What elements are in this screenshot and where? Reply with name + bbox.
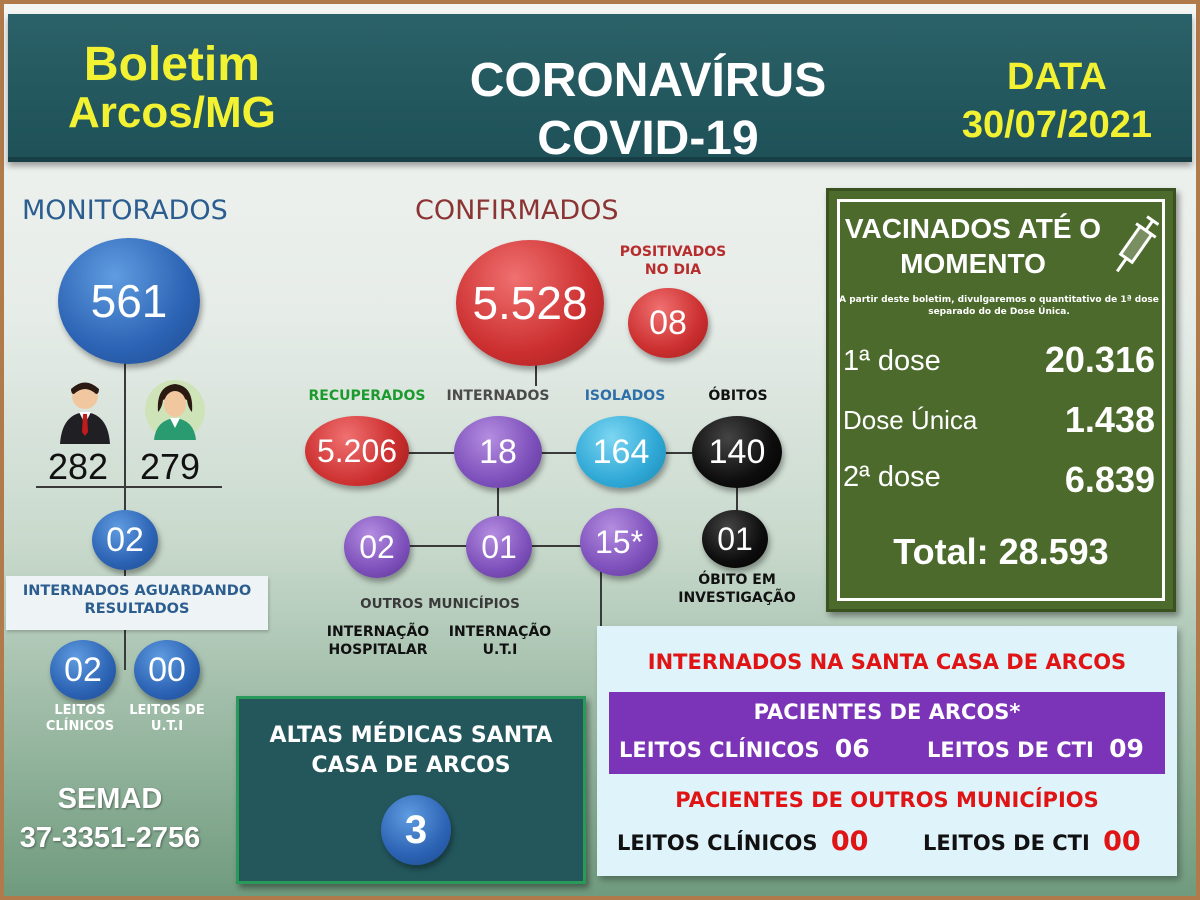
date-value: 30/07/2021 bbox=[961, 103, 1152, 146]
internados-circle: 18 bbox=[454, 416, 542, 488]
arcos-cti-value: 09 bbox=[1109, 734, 1144, 763]
leitos-uti-circle: 00 bbox=[134, 640, 200, 700]
dose2-row bbox=[843, 459, 1155, 503]
positivados-circle: 08 bbox=[628, 288, 708, 358]
org-name: SEMAD bbox=[57, 783, 163, 815]
internacao-uti-label: INTERNAÇÃO U.T.I bbox=[448, 624, 552, 658]
dose1-value: 20.316 bbox=[1044, 339, 1155, 380]
syringe-icon bbox=[1111, 213, 1159, 279]
leitos-clinicos-label: LEITOS CLÍNICOS bbox=[45, 703, 115, 735]
female-person-icon bbox=[144, 378, 206, 442]
outros-cti-row bbox=[923, 826, 1141, 857]
internacao-hospitalar-label: INTERNAÇÃO HOSPITALAR bbox=[326, 624, 430, 658]
female-count: 279 bbox=[140, 446, 201, 487]
footer-contact bbox=[0, 780, 220, 858]
vaccinated-title: VACINADOS ATÉ O MOMENTO bbox=[844, 213, 1102, 279]
awaiting-results-circle: 02 bbox=[92, 510, 158, 570]
outros-clinicos-label: LEITOS CLÍNICOS bbox=[617, 831, 818, 855]
arcos-patients-title: PACIENTES DE ARCOS* bbox=[753, 700, 1021, 724]
dose2-value: 6.839 bbox=[1064, 459, 1155, 500]
dose-unica-row bbox=[843, 399, 1155, 443]
recuperados-label: RECUPERADOS bbox=[308, 388, 426, 404]
discharges-circle: 3 bbox=[381, 795, 451, 865]
discharges-title: ALTAS MÉDICAS SANTA CASA DE ARCOS bbox=[269, 723, 553, 778]
dose-unica-value: 1.438 bbox=[1064, 399, 1155, 440]
dose-unica-label: Dose Única bbox=[843, 405, 978, 435]
bulletin-title bbox=[68, 40, 276, 137]
obito-investigacao-label: ÓBITO EM INVESTIGAÇÃO bbox=[678, 572, 796, 606]
outros-municipios-circle: 02 bbox=[344, 516, 410, 578]
arcos-clinicos-row bbox=[619, 734, 870, 763]
date-block bbox=[962, 54, 1152, 149]
internados-label: INTERNADOS bbox=[446, 388, 550, 404]
vaccinated-total: Total: 28.593 bbox=[893, 531, 1109, 572]
other-patients-title: PACIENTES DE OUTROS MUNICÍPIOS bbox=[675, 788, 1099, 812]
recuperados-circle: 5.206 bbox=[305, 416, 409, 486]
arcos-clinicos-label: LEITOS CLÍNICOS bbox=[619, 738, 820, 762]
internacao-hospitalar-circle: 15* bbox=[580, 508, 658, 576]
isolados-label: ISOLADOS bbox=[584, 388, 666, 404]
obito-investigacao-circle: 01 bbox=[702, 510, 768, 568]
outros-cti-value: 00 bbox=[1103, 826, 1141, 857]
vaccinated-panel bbox=[826, 188, 1176, 612]
awaiting-label: INTERNADOS AGUARDANDO RESULTADOS bbox=[22, 583, 252, 618]
obitos-label: ÓBITOS bbox=[708, 388, 768, 404]
city-label: Arcos/MG bbox=[68, 88, 276, 138]
isolados-circle: 164 bbox=[576, 416, 666, 488]
discharges-panel bbox=[236, 696, 586, 884]
outros-clinicos-row bbox=[617, 826, 868, 857]
disease-title-line1: CORONAVÍRUS bbox=[469, 54, 827, 107]
dose2-label: 2ª dose bbox=[843, 461, 941, 493]
hospital-panel bbox=[597, 626, 1177, 876]
disease-title bbox=[408, 52, 888, 167]
arcos-clinicos-value: 06 bbox=[834, 734, 870, 763]
header-banner bbox=[8, 14, 1192, 165]
outros-cti-label: LEITOS DE CTI bbox=[923, 831, 1090, 855]
monitorados-total-circle: 561 bbox=[58, 238, 200, 364]
outros-clinicos-value: 00 bbox=[830, 826, 869, 857]
internacao-uti-circle: 01 bbox=[466, 516, 532, 578]
connector-line bbox=[400, 452, 740, 454]
male-count: 282 bbox=[48, 446, 109, 487]
arcos-patients-box bbox=[609, 692, 1165, 774]
arcos-cti-label: LEITOS DE CTI bbox=[927, 738, 1094, 762]
confirmados-title: CONFIRMADOS bbox=[415, 195, 619, 226]
monitorados-title: MONITORADOS bbox=[22, 195, 228, 226]
vaccinated-note: A partir deste boletim, divulgaremos o quantitativo de 1ª dose separado do de Dose Única. bbox=[839, 295, 1159, 317]
dose1-label: 1ª dose bbox=[843, 345, 941, 377]
confirmados-total-circle: 5.528 bbox=[456, 240, 604, 366]
hospital-title: INTERNADOS NA SANTA CASA DE ARCOS bbox=[647, 650, 1127, 674]
obitos-circle: 140 bbox=[692, 416, 782, 488]
disease-title-line2: COVID-19 bbox=[537, 111, 759, 165]
positivados-label: POSITIVADOS NO DIA bbox=[619, 244, 727, 278]
leitos-uti-label: LEITOS DE U.T.I bbox=[129, 703, 205, 735]
awaiting-label-box bbox=[6, 576, 268, 630]
date-label: DATA bbox=[1006, 56, 1107, 98]
male-person-icon bbox=[58, 380, 112, 444]
leitos-clinicos-circle: 02 bbox=[50, 640, 116, 700]
outros-municipios-label: OUTROS MUNICÍPIOS bbox=[360, 596, 520, 612]
dose1-row bbox=[843, 339, 1155, 383]
arcos-cti-row bbox=[927, 734, 1144, 763]
org-phone: 37-3351-2756 bbox=[19, 822, 201, 855]
bulletin-label: Boletim bbox=[83, 38, 260, 91]
